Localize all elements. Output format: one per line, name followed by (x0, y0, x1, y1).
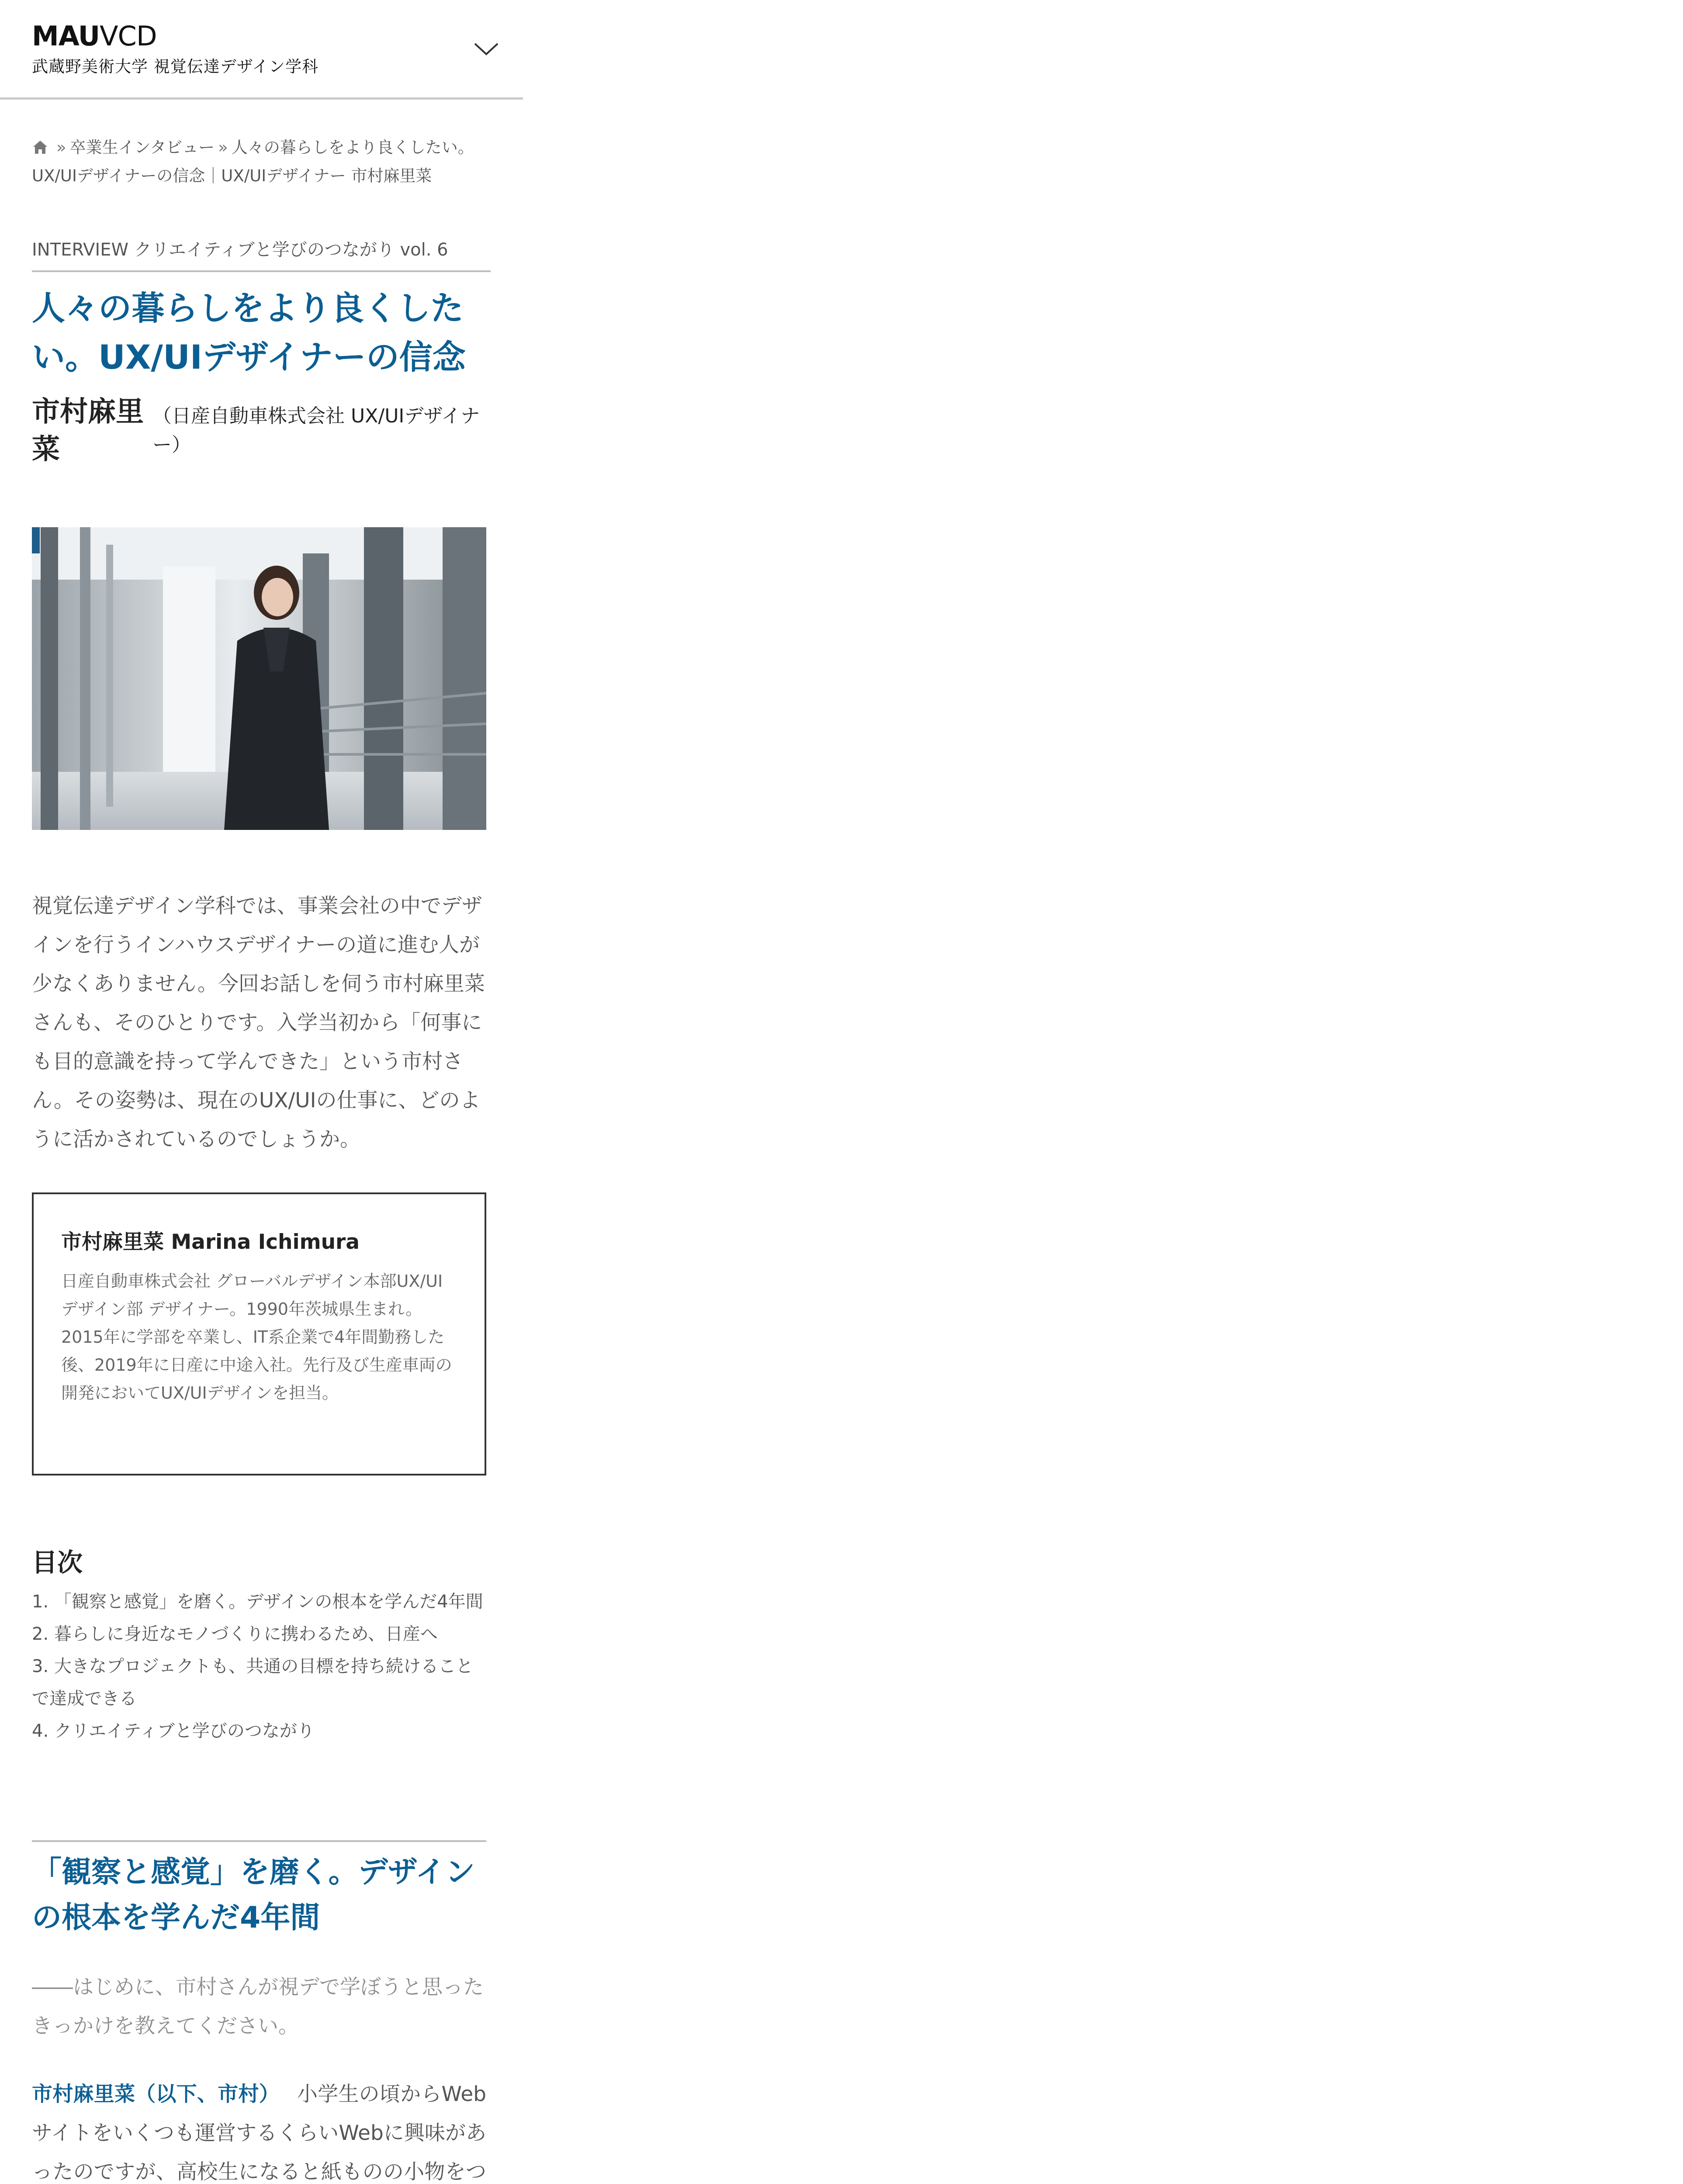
table-of-contents (32, 1586, 486, 1747)
menu-toggle-button[interactable] (473, 40, 499, 58)
breadcrumb-separator: » (56, 138, 66, 157)
logo-mau: MAU (32, 20, 100, 52)
toc-title: 目次 (32, 1548, 83, 1577)
site-logo[interactable] (32, 22, 319, 77)
toc-item-3[interactable]: 3. 大きなプロジェクトも、共通の目標を持ち続けることで達成できる (32, 1656, 474, 1709)
article-title: 人々の暮らしをより良くしたい。UX/UIデザイナーの信念 (32, 289, 466, 377)
series-label: INTERVIEW クリエイティブと学びのつながり vol. 6 (32, 236, 491, 272)
intro-text: 視覚伝達デザイン学科では、事業会社の中でデザインを行うインハウスデザイナーの道に進む人が少なくありません。今回お話しを伺う市村麻里菜さんも、そのひとりです。入学当初から「何事にも目的意識を持って学んできた」という市村さん。その姿勢は、現在のUX/UIの仕事に、どのように活かされているのでしょうか。 (32, 894, 485, 1151)
chevron-down-icon (473, 40, 499, 58)
section-divider (32, 1840, 486, 1842)
department-name: 武蔵野美術大学 視覚伝達デザイン学科 (32, 57, 319, 76)
breadcrumb (32, 135, 491, 189)
person-name: 市村麻里菜 (32, 396, 144, 466)
section-heading: 「観察と感覚」を磨く。デザインの根本を学んだ4年間 (32, 1855, 475, 1935)
site-header (0, 0, 523, 100)
toc-item-1[interactable]: 1. 「観察と感覚」を磨く。デザインの根本を学んだ4年間 (32, 1592, 483, 1612)
logo-vcd: VCD (100, 20, 157, 52)
profile-name: 市村麻里菜 Marina Ichimura (61, 1230, 360, 1254)
breadcrumb-item-interviews[interactable]: 卒業生インタビュー (69, 138, 215, 157)
breadcrumb-separator: » (218, 138, 228, 157)
breadcrumb-item-current: 人々の暮らしをより良くしたい。UX/UIデザイナーの信念｜UX/UIデザイナー 市村麻里菜 (32, 138, 474, 185)
hero-photo-illustration (32, 527, 486, 830)
speaker-name: 市村麻里菜（以下、市村） (32, 2082, 280, 2106)
page (0, 0, 523, 2184)
profile-bio: 日産自動車株式会社 グローバルデザイン本部UX/UIデザイン部 デザイナー。1990年茨城県生まれ。2015年に学部を卒業し、IT系企業で4年間勤務した後、2019年に日産に中途入社。先行及び生産車両の開発においてUX/UIデザインを担当。 (61, 1272, 452, 1403)
interview-question-1: ――はじめに、市村さんが視デで学ぼうと思ったきっかけを教えてください。 (32, 1975, 484, 2038)
answer-text: 小学生の頃からWebサイトをいくつも運営するくらいWebに興味があったのですが、高校生になると紙ものの小物をつ (32, 2082, 487, 2184)
home-icon[interactable] (32, 137, 48, 163)
hero-photo (32, 527, 486, 830)
toc-item-2[interactable]: 2. 暮らしに身近なモノづくりに携わるため、日産へ (32, 1624, 438, 1644)
profile-box (32, 1192, 486, 1476)
person-organization: （日産自動車株式会社 UX/UIデザイナー） (152, 405, 480, 456)
person-header (32, 393, 499, 468)
toc-item-4[interactable]: 4. クリエイティブと学びのつながり (32, 1721, 315, 1741)
logo-text (32, 22, 319, 51)
interview-answer-1 (32, 2075, 486, 2184)
